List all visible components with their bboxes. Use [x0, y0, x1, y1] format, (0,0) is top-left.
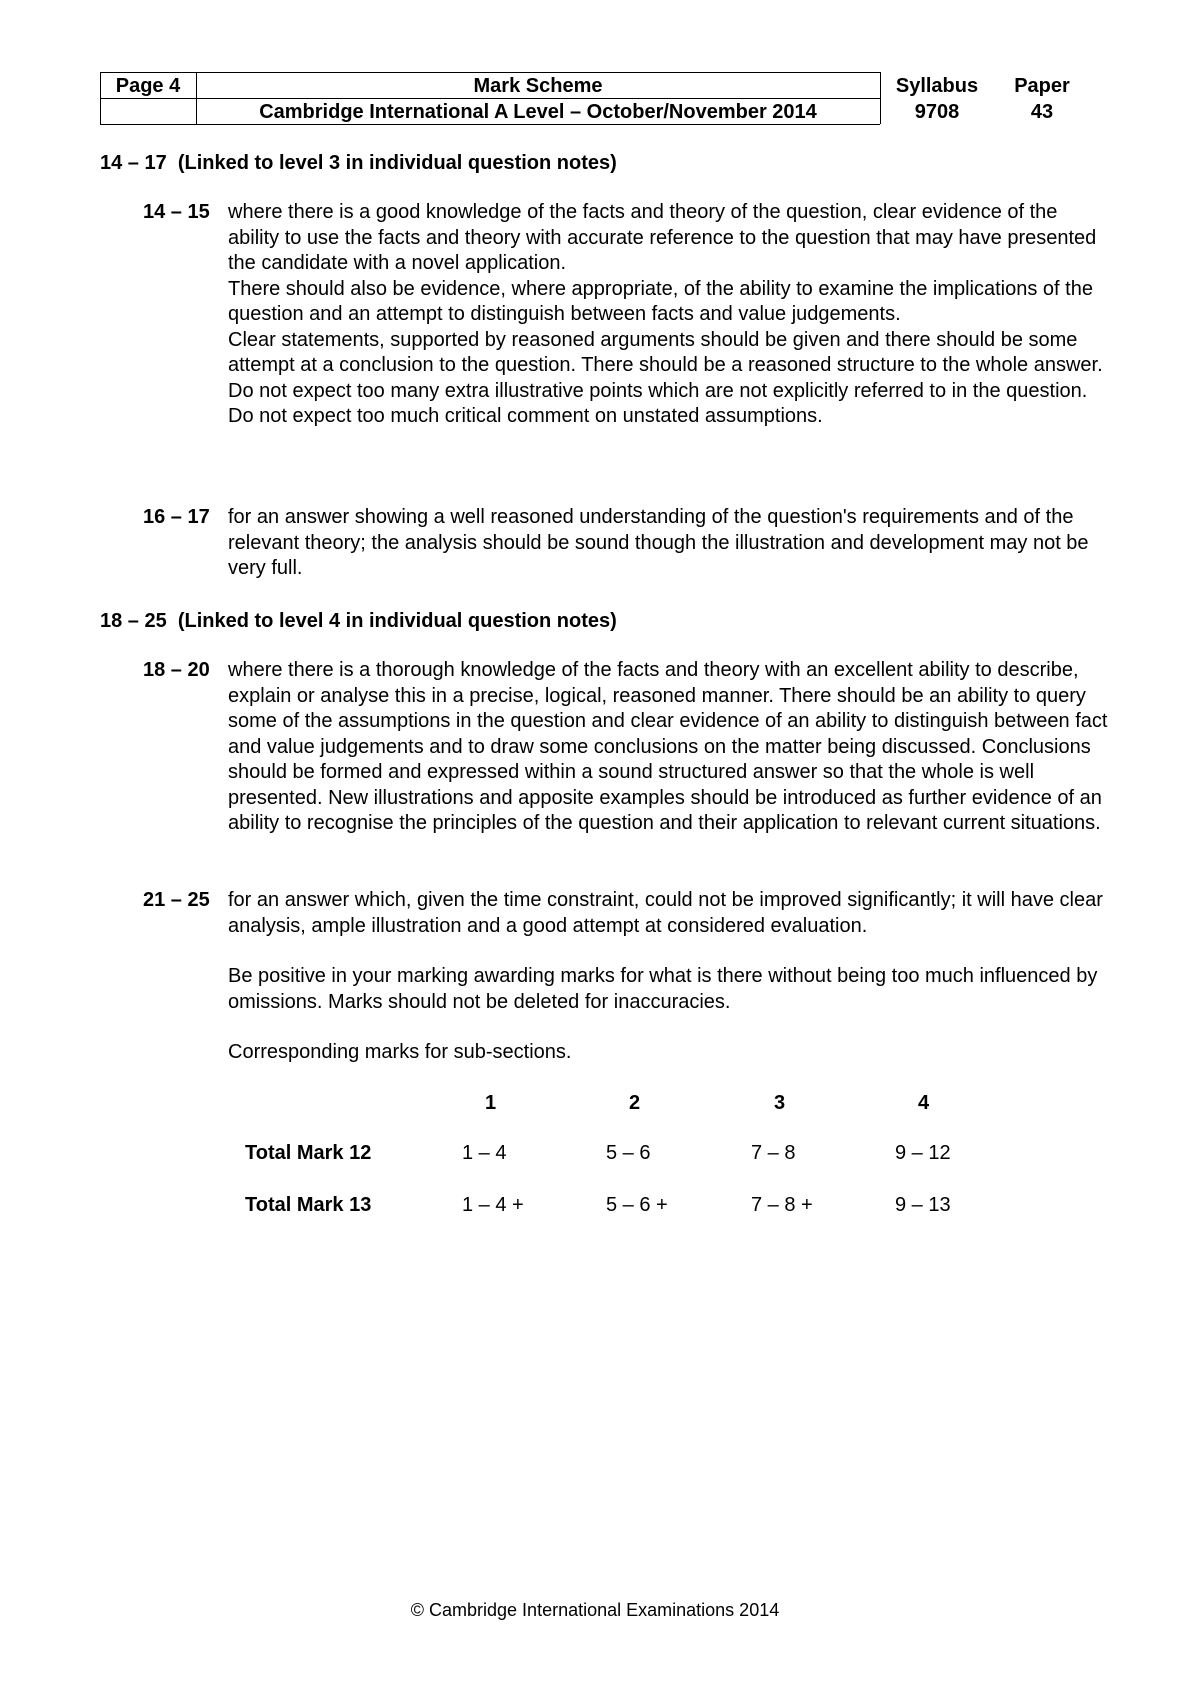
subsections-intro: Corresponding marks for sub-sections.: [228, 1041, 572, 1063]
row-label: Total Mark 12: [245, 1142, 372, 1164]
band-text-21-25: [228, 888, 1108, 939]
header-bottom-rule: [100, 124, 880, 125]
band-label-18-20: 18 – 20: [143, 659, 210, 681]
syllabus-label: Syllabus: [895, 75, 979, 97]
paper-label: Paper: [1014, 75, 1070, 97]
document-title: Mark Scheme: [473, 75, 603, 97]
column-header: 1: [485, 1092, 497, 1114]
table-cell: 5 – 6: [606, 1142, 651, 1164]
row-label: Total Mark 13: [245, 1194, 372, 1216]
positive-marking-note: Be positive in your marking awarding marks for what is there without being too much influenced by omissions. Marks should not be deleted for inaccuracies.: [228, 965, 1098, 1013]
band-text-16-17: [228, 505, 1108, 582]
column-header: 2: [629, 1092, 641, 1114]
document-subtitle: Cambridge International A Level – October/November 2014: [259, 101, 817, 123]
band-text-18-20: [228, 658, 1108, 837]
header-top-rule: [100, 72, 880, 73]
band-paragraph: There should also be evidence, where appropriate, of the ability to examine the implications of the question and an attempt to distinguish between facts and value judgements.: [228, 277, 1093, 325]
section-heading-level-4: 18 – 25 (Linked to level 4 in individual question notes): [100, 610, 617, 632]
page-label: Page 4: [115, 75, 181, 97]
table-cell: 9 – 13: [895, 1194, 951, 1216]
table-cell: 1 – 4: [462, 1142, 507, 1164]
band-paragraph: where there is a good knowledge of the facts and theory of the question, clear evidence of the ability to use the facts and theory with accurate reference to the question that may have presented the candidate with a novel application.: [228, 201, 1097, 274]
band-paragraph: for an answer showing a well reasoned understanding of the question's requirements and of the relevant theory; the analysis should be sound though the illustration and development may not be very full.: [228, 506, 1089, 579]
header-right-border: [880, 72, 881, 124]
band-paragraph: Clear statements, supported by reasoned arguments should be given and there should be some attempt at a conclusion to the question. There should be a reasoned structure to the whole answer. Do not expect too many extra illustrative points which are not explicitly referred to in the question. Do not expect too much critical comment on unstated assumptions.: [228, 328, 1103, 427]
column-header: 3: [774, 1092, 786, 1114]
table-cell: 7 – 8 +: [751, 1194, 813, 1216]
band-label-21-25: 21 – 25: [143, 889, 210, 911]
band-text-14-15: [228, 200, 1108, 430]
header-mid-rule: [100, 98, 880, 99]
band-label-16-17: 16 – 17: [143, 506, 210, 528]
table-cell: 7 – 8: [751, 1142, 796, 1164]
band-paragraph: for an answer which, given the time constraint, could not be improved significantly; it will have clear analysis, ample illustration and a good attempt at considered evaluation.: [228, 889, 1103, 937]
table-cell: 1 – 4 +: [462, 1194, 524, 1216]
paper-value: 43: [1030, 101, 1054, 123]
copyright-footer: © Cambridge International Examinations 2014: [410, 1600, 780, 1620]
table-cell: 9 – 12: [895, 1142, 951, 1164]
band-label-14-15: 14 – 15: [143, 201, 210, 223]
column-header: 4: [918, 1092, 930, 1114]
band-paragraph: where there is a thorough knowledge of the facts and theory with an excellent ability to describe, explain or analyse this in a precise, logical, reasoned manner. There should be an ability to query some of the assumptions in the question and clear evidence of an ability to distinguish between fact and value judgements and to draw some conclusions on the matter being discussed. Conclusions should be formed and expressed within a sound structured answer so that the whole is well presented. New illustrations and apposite examples should be introduced as further evidence of an ability to recognise the principles of the question and their application to relevant current situations.: [228, 659, 1108, 834]
syllabus-value: 9708: [914, 101, 960, 123]
table-cell: 5 – 6 +: [606, 1194, 668, 1216]
section-heading-level-3: 14 – 17 (Linked to level 3 in individual question notes): [100, 152, 617, 174]
